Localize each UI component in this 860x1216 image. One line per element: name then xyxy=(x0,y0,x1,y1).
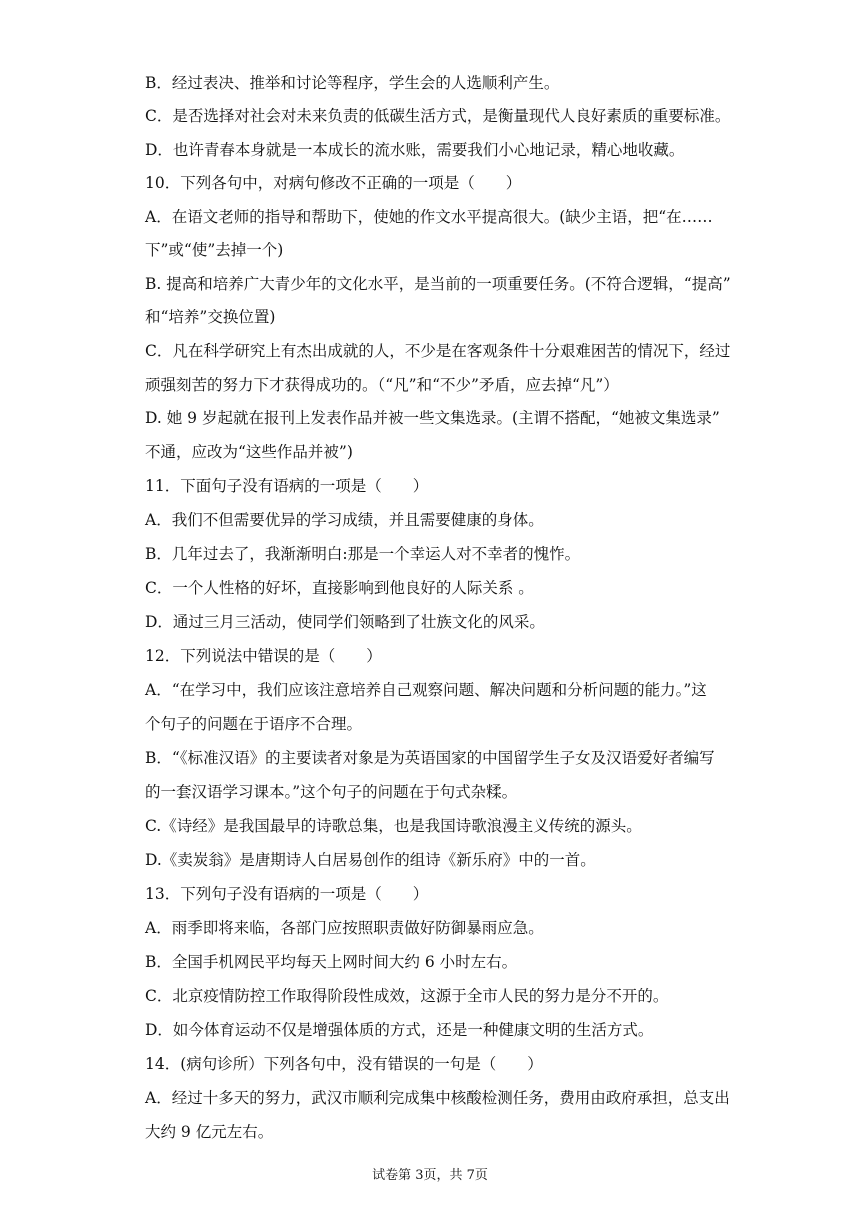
option-line: D．通过三月三活动，使同学们领略到了壮族文化的风采。 xyxy=(145,613,545,631)
option-line: A．经过十多天的努力，武汉市顺利完成集中核酸检测任务，费用由政府承担，总支出 xyxy=(145,1089,730,1107)
option-line: C．是否选择对社会对未来负责的低碳生活方式，是衡量现代人良好素质的重要标准。 xyxy=(145,107,731,125)
option-line: A．雨季即将来临，各部门应按照职责做好防御暴雨应急。 xyxy=(145,919,544,937)
question-13-stem: 13．下列句子没有语病的一项是（ ） xyxy=(145,885,429,903)
option-line: A．在语文老师的指导和帮助下，使她的作文水平提高很大。(缺少主语，把“在…… xyxy=(145,208,713,226)
option-line: C．一个人性格的好坏，直接影响到他良好的人际关系 。 xyxy=(145,579,534,597)
option-line: D. 她 9 岁起就在报刊上发表作品并被一些文集选录。(主谓不搭配，“她被文集选录” xyxy=(145,409,720,427)
option-line: 大约 9 亿元左右。 xyxy=(145,1123,274,1141)
question-12-stem: 12．下列说法中错误的是（ ） xyxy=(145,647,382,665)
option-line: D.《卖炭翁》是唐期诗人白居易创作的组诗《新乐府》中的一首。 xyxy=(145,851,596,869)
option-line: 和“培养”交换位置) xyxy=(145,308,276,326)
option-line: 的一套汉语学习课本。”这个句子的问题在于句式杂糅。 xyxy=(145,783,518,801)
option-line: B．几年过去了，我渐渐明白:那是一个幸运人对不幸者的愧怍。 xyxy=(145,545,581,563)
option-line: B. 提高和培养广大青少年的文化水平，是当前的一项重要任务。(不符合逻辑，“提高” xyxy=(145,275,731,293)
option-line: A．我们不但需要优异的学习成绩，并且需要健康的身体。 xyxy=(145,511,544,529)
option-line: 下”或“使”去掉一个) xyxy=(145,241,284,259)
option-line: B．经过表决、推举和讨论等程序，学生会的人选顺利产生。 xyxy=(145,74,560,92)
option-line: A．“在学习中，我们应该注意培养自己观察问题、解决问题和分析问题的能力。”这 xyxy=(145,681,707,699)
option-line: B．“《标准汉语》的主要读者对象是为英语国家的中国留学生子女及汉语爱好者编写 xyxy=(145,749,715,767)
option-line: 个句子的问题在于语序不合理。 xyxy=(145,715,363,733)
option-line: C.《诗经》是我国最早的诗歌总集，也是我国诗歌浪漫主义传统的源头。 xyxy=(145,817,642,835)
option-line: 不通，应改为“这些作品并被”) xyxy=(145,443,353,461)
question-11-stem: 11．下面句子没有语病的一项是（ ） xyxy=(145,477,429,495)
option-line: C．北京疫情防控工作取得阶段性成效，这源于全市人民的努力是分不开的。 xyxy=(145,987,669,1005)
option-line: C．凡在科学研究上有杰出成就的人，不少是在客观条件十分艰难困苦的情况下，经过 xyxy=(145,342,731,360)
question-10-stem: 10．下列各句中，对病句修改不正确的一项是（ ） xyxy=(145,174,522,192)
option-line: 顽强刻苦的努力下才获得成功的。（“凡”和“不少”矛盾，应去掉“凡”） xyxy=(145,376,619,394)
option-line: B．全国手机网民平均每天上网时间大约 6 小时左右。 xyxy=(145,953,518,971)
option-line: D．也许青春本身就是一本成长的流水账，需要我们小心地记录，精心地收藏。 xyxy=(145,141,685,159)
option-line: D．如今体育运动不仅是增强体质的方式，还是一种健康文明的生活方式。 xyxy=(145,1021,654,1039)
page-footer: 试卷第 3页，共 7页 xyxy=(372,1168,488,1183)
question-14-stem: 14．(病句诊所）下列各句中，没有错误的一句是（ ） xyxy=(145,1055,543,1073)
